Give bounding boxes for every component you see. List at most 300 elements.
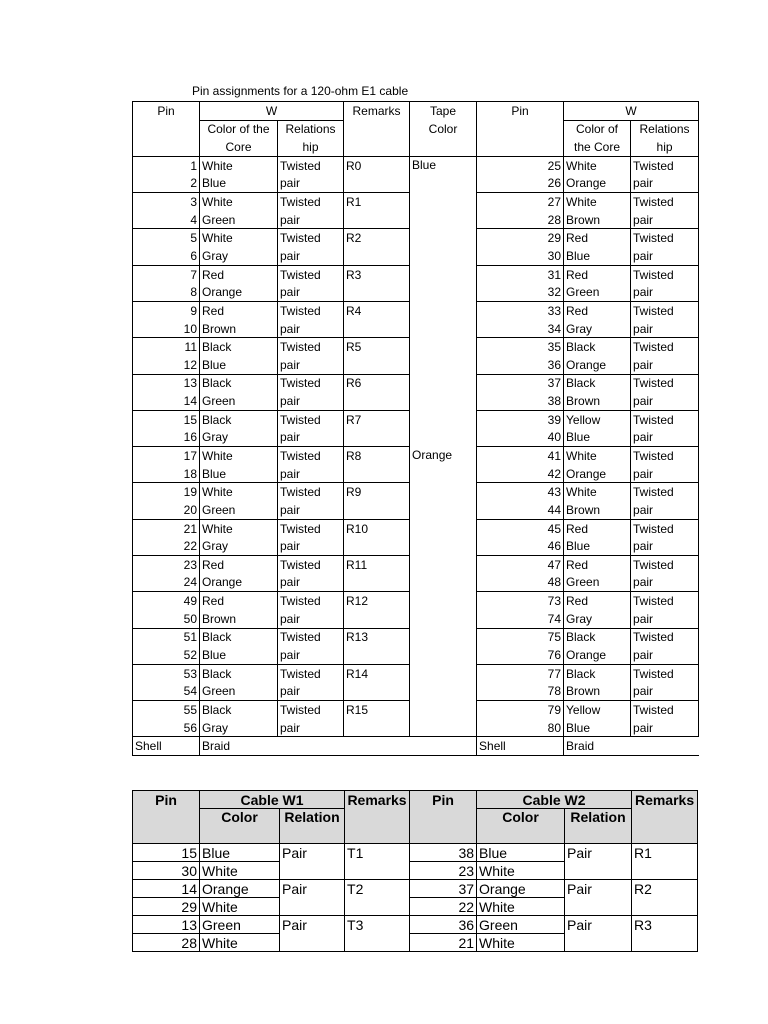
color-cell: White (477, 862, 565, 880)
pin-cell: 19 (133, 483, 200, 501)
relationship-cell: Twisted (631, 302, 699, 320)
pin-cell: 13 (133, 916, 200, 934)
remarks-cell (344, 465, 410, 483)
pin-cell: 74 (477, 610, 564, 628)
core-color-cell: Black (200, 410, 278, 428)
header-relationship-1: Relations (278, 120, 344, 138)
pin-cell: 30 (133, 862, 200, 880)
relationship-cell: pair (278, 356, 344, 374)
relationship-cell: pair (631, 392, 699, 410)
header-color-core-1: Color of the (200, 120, 278, 138)
pin-cell: 11 (133, 338, 200, 356)
core-color-cell: Red (564, 229, 631, 247)
core-color-cell: Black (564, 338, 631, 356)
pin-cell: 37 (477, 374, 564, 392)
relation-cell (565, 862, 632, 880)
table-row (133, 880, 698, 898)
header-relationship-3: Relations (631, 120, 699, 138)
pin-cell: 73 (477, 592, 564, 610)
pin-cell: 46 (477, 537, 564, 555)
pin-cell: 6 (133, 247, 200, 265)
remarks-cell (344, 683, 410, 701)
relationship-cell: pair (278, 320, 344, 338)
header-tape-color-2: Color (410, 120, 477, 138)
pin-cell: 13 (133, 374, 200, 392)
pin-cell: 18 (133, 465, 200, 483)
relationship-cell: pair (631, 574, 699, 592)
relationship-cell: Twisted (278, 265, 344, 283)
core-color-cell: Black (200, 664, 278, 682)
table-row (133, 447, 699, 465)
core-color-cell: Green (564, 574, 631, 592)
pin-cell: 80 (477, 719, 564, 737)
core-color-cell: Red (200, 592, 278, 610)
relationship-cell: Twisted (278, 156, 344, 174)
remarks-cell (344, 283, 410, 301)
shell-pin-cell: Shell (477, 737, 564, 756)
relationship-cell: Twisted (631, 338, 699, 356)
relationship-cell: pair (631, 247, 699, 265)
core-color-cell: Brown (200, 610, 278, 628)
core-color-cell: Green (200, 392, 278, 410)
core-color-cell: White (200, 229, 278, 247)
pin-cell: 44 (477, 501, 564, 519)
header-remarks: Remarks (345, 791, 410, 809)
core-color-cell: Orange (564, 465, 631, 483)
relationship-cell: Twisted (278, 664, 344, 682)
remarks-cell: R8 (344, 447, 410, 465)
header-remarks: Remarks (344, 102, 410, 121)
core-color-cell: White (564, 156, 631, 174)
relationship-cell: pair (631, 283, 699, 301)
core-color-cell: Green (200, 683, 278, 701)
core-color-cell: Red (200, 265, 278, 283)
relation-cell (565, 934, 632, 952)
color-cell: White (200, 862, 280, 880)
relationship-cell: pair (631, 719, 699, 737)
relationship-cell: pair (278, 283, 344, 301)
header-relationship-2: hip (278, 138, 344, 156)
relationship-cell: Twisted (278, 374, 344, 392)
pin-cell: 14 (133, 392, 200, 410)
braid-cell: Braid (564, 737, 631, 756)
relationship-cell: pair (631, 429, 699, 447)
relationship-cell: Twisted (631, 556, 699, 574)
pin-cell: 41 (477, 447, 564, 465)
core-color-cell: Gray (200, 719, 278, 737)
remarks-cell (344, 429, 410, 447)
remarks-cell (632, 898, 698, 916)
remarks-cell: R3 (344, 265, 410, 283)
relationship-cell: pair (631, 320, 699, 338)
core-color-cell: Brown (200, 320, 278, 338)
core-color-cell: White (564, 447, 631, 465)
relationship-cell: Twisted (278, 628, 344, 646)
relationship-cell: Twisted (278, 338, 344, 356)
relationship-cell: Twisted (631, 156, 699, 174)
remarks-cell: R1 (344, 193, 410, 211)
relationship-cell: pair (631, 537, 699, 555)
pin-cell: 77 (477, 664, 564, 682)
core-color-cell: Brown (564, 211, 631, 229)
remarks-cell: R0 (344, 156, 410, 174)
relationship-cell: pair (631, 501, 699, 519)
core-color-cell: Black (200, 338, 278, 356)
relationship-cell: Twisted (631, 519, 699, 537)
pin-cell: 56 (133, 719, 200, 737)
relation-cell (565, 898, 632, 916)
pin-cell: 12 (133, 356, 200, 374)
pin-cell: 33 (477, 302, 564, 320)
header-tape-color-1: Tape (410, 102, 477, 121)
pin-cell: 53 (133, 664, 200, 682)
relationship-cell: pair (631, 610, 699, 628)
core-color-cell: Red (564, 519, 631, 537)
header-pin-2: Pin (410, 791, 477, 809)
pin-cell: 50 (133, 610, 200, 628)
relationship-cell: pair (278, 392, 344, 410)
remarks-cell (344, 392, 410, 410)
remarks-cell (344, 574, 410, 592)
remarks-cell: R12 (344, 592, 410, 610)
relationship-cell: Twisted (631, 628, 699, 646)
relationship-cell: Twisted (278, 302, 344, 320)
pin-cell: 9 (133, 302, 200, 320)
pin-cell: 8 (133, 283, 200, 301)
relation-cell: Pair (280, 844, 345, 862)
relation-cell: Pair (280, 880, 345, 898)
pin-cell: 75 (477, 628, 564, 646)
pin-cell: 15 (133, 844, 200, 862)
relationship-cell: pair (631, 465, 699, 483)
pin-cell: 38 (410, 844, 477, 862)
relationship-cell: pair (278, 211, 344, 229)
pin-cell: 49 (133, 592, 200, 610)
color-cell: White (200, 898, 280, 916)
pin-cell: 39 (477, 410, 564, 428)
relation-cell: Pair (280, 916, 345, 934)
header-color: Color (200, 809, 280, 844)
pin-cell: 79 (477, 701, 564, 719)
relationship-cell: pair (631, 175, 699, 193)
color-cell: Green (477, 916, 565, 934)
remarks-cell (632, 862, 698, 880)
empty-cell (410, 737, 477, 756)
empty-cell (344, 737, 410, 756)
relationship-cell: Twisted (631, 410, 699, 428)
pin-cell: 40 (477, 429, 564, 447)
remarks-cell: R2 (632, 880, 698, 898)
core-color-cell: Red (564, 556, 631, 574)
pin-cell: 14 (133, 880, 200, 898)
relationship-cell: Twisted (631, 374, 699, 392)
remarks-cell: R13 (344, 628, 410, 646)
pin-cell: 1 (133, 156, 200, 174)
relationship-cell: Twisted (278, 483, 344, 501)
color-cell: White (477, 898, 565, 916)
pin-cell: 16 (133, 429, 200, 447)
header-relation-2: Relation (565, 809, 632, 844)
relationship-cell: Twisted (631, 592, 699, 610)
core-color-cell: White (564, 483, 631, 501)
header-color-core-3: Color of (564, 120, 631, 138)
pin-cell: 43 (477, 483, 564, 501)
shell-row (133, 737, 699, 756)
relationship-cell: pair (278, 719, 344, 737)
relationship-cell: pair (278, 465, 344, 483)
pin-cell: 35 (477, 338, 564, 356)
pin-cell: 31 (477, 265, 564, 283)
table-row (133, 844, 698, 862)
remarks-cell (345, 862, 410, 880)
table-title: Pin assignments for a 120-ohm E1 cable (192, 84, 409, 98)
header-w: W (200, 102, 344, 121)
pin-cell: 32 (477, 283, 564, 301)
core-color-cell: Blue (564, 719, 631, 737)
remarks-cell (344, 356, 410, 374)
remarks-cell: R3 (632, 916, 698, 934)
core-color-cell: Red (564, 592, 631, 610)
relationship-cell: Twisted (631, 265, 699, 283)
table-row (133, 898, 698, 916)
header-color-core-2: Core (200, 138, 278, 156)
tape-color-cell: Blue (410, 156, 477, 446)
relationship-cell: Twisted (278, 556, 344, 574)
core-color-cell: Blue (200, 175, 278, 193)
core-color-cell: Black (200, 628, 278, 646)
remarks-cell (345, 898, 410, 916)
tape-color-cell: Orange (410, 447, 477, 737)
remarks-cell: R4 (344, 302, 410, 320)
remarks-cell (344, 719, 410, 737)
core-color-cell: Black (564, 374, 631, 392)
remarks-cell: R2 (344, 229, 410, 247)
cable-pin-table (132, 790, 698, 952)
pin-cell: 3 (133, 193, 200, 211)
pin-cell: 48 (477, 574, 564, 592)
relationship-cell: Twisted (631, 483, 699, 501)
shell-pin-cell: Shell (133, 737, 200, 756)
pin-cell: 29 (133, 898, 200, 916)
pin-cell: 78 (477, 683, 564, 701)
relationship-cell: pair (278, 646, 344, 664)
core-color-cell: Black (200, 701, 278, 719)
relation-cell (280, 934, 345, 952)
remarks-cell (632, 934, 698, 952)
core-color-cell: Green (564, 283, 631, 301)
color-cell: White (200, 934, 280, 952)
relationship-cell: pair (278, 683, 344, 701)
relation-cell (280, 862, 345, 880)
header-relation: Relation (280, 809, 345, 844)
pin-cell: 23 (410, 862, 477, 880)
relationship-cell: pair (278, 537, 344, 555)
relationship-cell: Twisted (278, 701, 344, 719)
relationship-cell: Twisted (631, 193, 699, 211)
empty-cell (631, 737, 699, 756)
relation-cell: Pair (565, 916, 632, 934)
core-color-cell: Gray (200, 429, 278, 447)
remarks-cell: R10 (344, 519, 410, 537)
remarks-cell: R6 (344, 374, 410, 392)
color-cell: Blue (477, 844, 565, 862)
core-color-cell: Orange (200, 574, 278, 592)
pin-cell: 36 (410, 916, 477, 934)
core-color-cell: White (200, 447, 278, 465)
remarks-cell (344, 175, 410, 193)
pin-cell: 10 (133, 320, 200, 338)
header-pin: Pin (133, 791, 200, 809)
remarks-cell: R11 (344, 556, 410, 574)
core-color-cell: White (200, 193, 278, 211)
relation-cell (280, 898, 345, 916)
pin-cell: 7 (133, 265, 200, 283)
braid-cell: Braid (200, 737, 278, 756)
core-color-cell: Red (200, 556, 278, 574)
relationship-cell: pair (278, 610, 344, 628)
core-color-cell: Blue (564, 537, 631, 555)
color-cell: Orange (477, 880, 565, 898)
core-color-cell: Orange (564, 646, 631, 664)
pin-cell: 23 (133, 556, 200, 574)
core-color-cell: Brown (564, 683, 631, 701)
remarks-cell (344, 320, 410, 338)
header-remarks-2: Remarks (632, 791, 698, 809)
pin-cell: 38 (477, 392, 564, 410)
relationship-cell: pair (631, 646, 699, 664)
core-color-cell: Blue (564, 429, 631, 447)
relationship-cell: Twisted (278, 592, 344, 610)
pin-cell: 27 (477, 193, 564, 211)
core-color-cell: Green (200, 501, 278, 519)
header-color-2: Color (477, 809, 565, 844)
remarks-cell (344, 247, 410, 265)
relationship-cell: Twisted (631, 447, 699, 465)
relationship-cell: Twisted (631, 701, 699, 719)
relationship-cell: Twisted (631, 229, 699, 247)
relationship-cell: pair (278, 175, 344, 193)
core-color-cell: Blue (200, 465, 278, 483)
pin-cell: 21 (133, 519, 200, 537)
core-color-cell: Orange (564, 175, 631, 193)
color-cell: Blue (200, 844, 280, 862)
core-color-cell: White (200, 519, 278, 537)
color-cell: Green (200, 916, 280, 934)
core-color-cell: Gray (200, 247, 278, 265)
remarks-cell: R9 (344, 483, 410, 501)
relationship-cell: pair (278, 501, 344, 519)
relation-cell: Pair (565, 844, 632, 862)
relationship-cell: pair (278, 247, 344, 265)
pin-cell: 55 (133, 701, 200, 719)
header-pin-2: Pin (477, 102, 564, 121)
core-color-cell: Green (200, 211, 278, 229)
remarks-cell (344, 610, 410, 628)
relationship-cell: pair (631, 683, 699, 701)
relationship-cell: Twisted (278, 410, 344, 428)
core-color-cell: Black (200, 374, 278, 392)
relationship-cell: Twisted (278, 447, 344, 465)
pin-cell: 54 (133, 683, 200, 701)
remarks-cell: T3 (345, 916, 410, 934)
pin-cell: 26 (477, 175, 564, 193)
core-color-cell: Red (564, 302, 631, 320)
remarks-cell: R5 (344, 338, 410, 356)
pin-assignment-table (132, 101, 699, 756)
pin-cell: 30 (477, 247, 564, 265)
pin-cell: 5 (133, 229, 200, 247)
core-color-cell: White (564, 193, 631, 211)
relationship-cell: Twisted (278, 229, 344, 247)
pin-cell: 22 (133, 537, 200, 555)
table-row (133, 934, 698, 952)
pin-cell: 20 (133, 501, 200, 519)
pin-cell: 21 (410, 934, 477, 952)
remarks-cell: T1 (345, 844, 410, 862)
relationship-cell: pair (278, 574, 344, 592)
color-cell: White (477, 934, 565, 952)
remarks-cell (344, 501, 410, 519)
table-row (133, 156, 699, 174)
core-color-cell: Blue (200, 356, 278, 374)
color-cell: Orange (200, 880, 280, 898)
remarks-cell (344, 211, 410, 229)
core-color-cell: Gray (564, 320, 631, 338)
pin-cell: 15 (133, 410, 200, 428)
table-row (133, 862, 698, 880)
remarks-cell (344, 646, 410, 664)
pin-cell: 4 (133, 211, 200, 229)
core-color-cell: Blue (200, 646, 278, 664)
remarks-cell (344, 537, 410, 555)
relationship-cell: pair (631, 356, 699, 374)
pin-cell: 24 (133, 574, 200, 592)
core-color-cell: Gray (200, 537, 278, 555)
pin-cell: 76 (477, 646, 564, 664)
relationship-cell: Twisted (631, 664, 699, 682)
pin-cell: 34 (477, 320, 564, 338)
core-color-cell: Orange (564, 356, 631, 374)
pin-cell: 47 (477, 556, 564, 574)
empty-cell (278, 737, 344, 756)
remarks-cell (345, 934, 410, 952)
table-row (133, 916, 698, 934)
remarks-cell: R1 (632, 844, 698, 862)
core-color-cell: Gray (564, 610, 631, 628)
core-color-cell: White (200, 483, 278, 501)
remarks-cell: R14 (344, 664, 410, 682)
pin-cell: 28 (133, 934, 200, 952)
core-color-cell: Red (564, 265, 631, 283)
header-pin: Pin (133, 102, 200, 121)
relation-cell: Pair (565, 880, 632, 898)
pin-cell: 28 (477, 211, 564, 229)
header-relationship-4: hip (631, 138, 699, 156)
pin-cell: 2 (133, 175, 200, 193)
relationship-cell: pair (631, 211, 699, 229)
core-color-cell: Orange (200, 283, 278, 301)
pin-cell: 25 (477, 156, 564, 174)
header-cable-w2: Cable W2 (477, 791, 632, 809)
remarks-cell: R7 (344, 410, 410, 428)
header-w-2: W (564, 102, 699, 121)
core-color-cell: Yellow (564, 410, 631, 428)
core-color-cell: Blue (564, 247, 631, 265)
core-color-cell: White (200, 156, 278, 174)
core-color-cell: Black (564, 628, 631, 646)
core-color-cell: Red (200, 302, 278, 320)
relationship-cell: pair (278, 429, 344, 447)
